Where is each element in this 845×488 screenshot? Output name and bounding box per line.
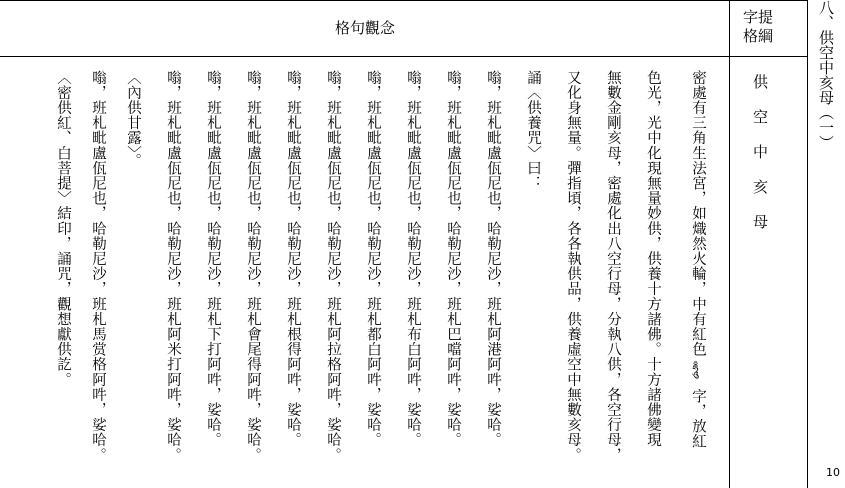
closing-line: 〈密供紅、白菩提〉結印，誦咒，觀想獻供訖。 — [55, 70, 71, 388]
body-line-2: 色光，光中化現無量妙供，供養十方諸佛。十方諸佛變現 — [645, 70, 661, 448]
body-line-4: 又化身無量。彈指頃，各各執供品，供養虛空中無數亥母。 — [565, 70, 581, 463]
body-line-1 — [683, 70, 714, 449]
mantra-line-3: 嗡，班札毗盧佤尼也，哈勒尼沙，班札布白阿吽，娑哈。 — [405, 70, 421, 448]
mantra-line-7: 嗡，班札毗盧佤尼也，哈勒尼沙，班札會尾得阿吽，娑哈。 — [245, 70, 261, 463]
body-line-1-text: 密處有三角生法宮，如熾然火輪，中有紅色 — [690, 70, 706, 357]
table-top-border — [0, 0, 808, 1]
mantra-line-6: 嗡，班札毗盧佤尼也，哈勒尼沙，班札根得阿吽，娑哈。 — [285, 70, 301, 448]
table-header-divider — [0, 56, 808, 57]
chapter-title: 八、供空中亥母（一） — [817, 0, 835, 150]
mantra-line-2: 嗡，班札毗盧佤尼也，哈勒尼沙，班札巴噹阿吽，娑哈。 — [445, 70, 461, 448]
mantra-line-1: 嗡，班札毗盧佤尼也，哈勒尼沙，班札阿港阿吽，娑哈。 — [485, 70, 501, 448]
header-keyword-column — [733, 8, 783, 46]
body-line-5: 誦〈供養咒〉曰： — [525, 70, 541, 191]
table-right-border — [807, 0, 808, 488]
mantra-line-9: 嗡，班札毗盧佤尼也，哈勒尼沙，班札阿米打阿吽，娑哈。 — [165, 70, 181, 463]
seed-syllable: ཧཱུྃ — [692, 356, 705, 389]
mantra-line-5: 嗡，班札毗盧佤尼也，哈勒尼沙，班札阿拉格阿吽，娑哈。 — [325, 70, 341, 463]
table-column-divider — [729, 0, 730, 488]
mantra-line-8: 嗡，班札毗盧佤尼也，哈勒尼沙，班札下打阿吽，娑哈。 — [205, 70, 221, 448]
inner-offering-note: 〈內供甘露〉。 — [125, 70, 141, 169]
keyword-column-text: 供空中亥母 — [751, 74, 769, 249]
header-main-title: 格句觀念 — [334, 19, 395, 37]
body-line-1-suffix: 字，放紅 — [690, 388, 706, 449]
page-number: 10 — [826, 466, 840, 479]
mantra-line-4: 嗡，班札毗盧佤尼也，哈勒尼沙，班札都白阿吽，娑哈。 — [365, 70, 381, 448]
header-side-label: 字提 格綱 — [742, 8, 773, 45]
body-line-3: 無數金剛亥母，密處化出八空行母，分執八供，各空行母， — [605, 70, 621, 463]
mantra-line-10: 嗡，班札毗盧佤尼也，哈勒尼沙，班札馬赏格阿吽，娑哈。 — [90, 70, 106, 463]
